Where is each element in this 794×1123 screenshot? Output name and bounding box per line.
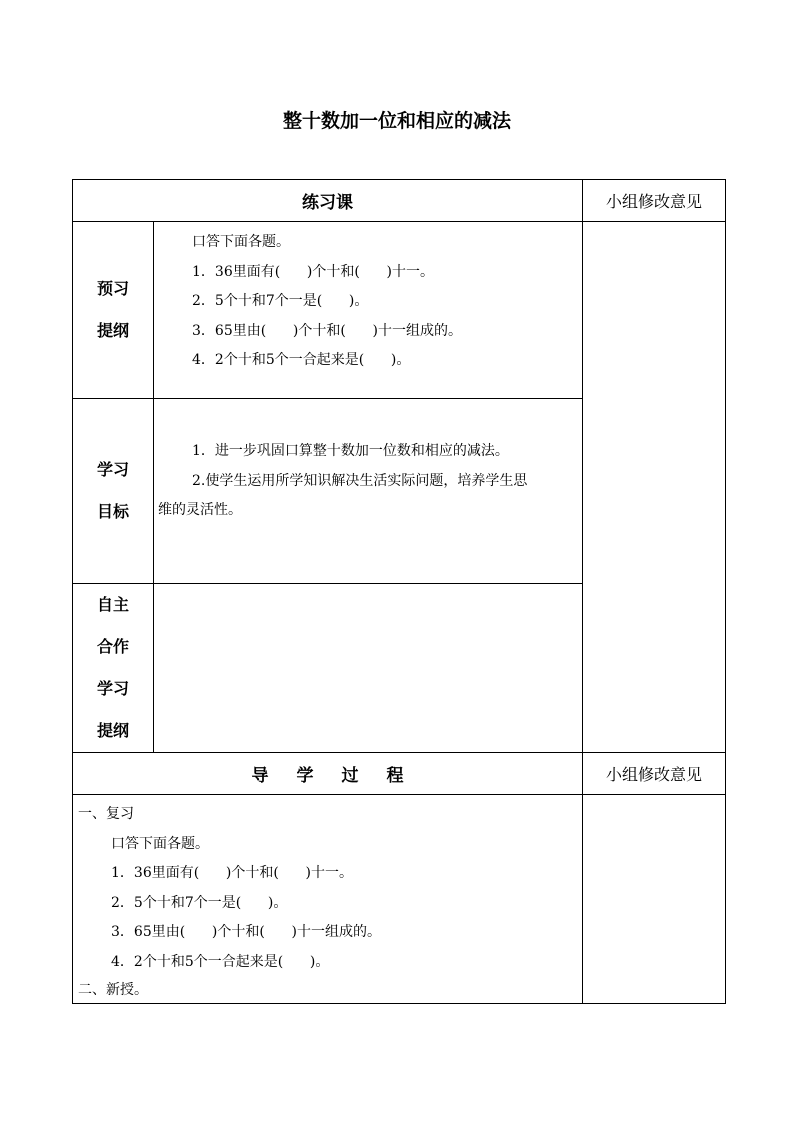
guide-header-row bbox=[73, 753, 726, 795]
process-line: 二、新授。 bbox=[78, 982, 148, 998]
cooperation-label-line: 合作 bbox=[96, 637, 129, 656]
guide-header bbox=[73, 753, 583, 795]
header-row bbox=[73, 180, 726, 222]
objectives-label-line: 学习 bbox=[96, 460, 129, 479]
header-main: 练习课 bbox=[73, 180, 583, 222]
cooperation-label-line: 提纲 bbox=[96, 721, 129, 740]
process-line: 2．5个十和7个一是( )。 bbox=[111, 894, 288, 911]
process-content bbox=[73, 795, 583, 1004]
objectives-label-line: 目标 bbox=[96, 502, 129, 521]
guide-side-header: 小组修改意见 bbox=[583, 753, 726, 795]
objectives-label bbox=[73, 399, 154, 584]
process-line: 口答下面各题。 bbox=[111, 835, 209, 852]
objectives-content bbox=[154, 399, 583, 584]
document-title: 整十数加一位和相应的减法 bbox=[282, 110, 511, 132]
process-row bbox=[73, 795, 726, 1004]
guide-header-char: 过 bbox=[341, 766, 359, 786]
side-notes-cell bbox=[583, 222, 726, 753]
process-line: 一、复习 bbox=[78, 806, 134, 822]
preview-line: 1．36里面有( )个十和( )十一。 bbox=[192, 263, 434, 280]
objectives-line: 1．进一步巩固口算整十数加一位数和相应的减法。 bbox=[192, 443, 509, 459]
preview-line: 2．5个十和7个一是( )。 bbox=[192, 293, 369, 309]
lesson-plan-table bbox=[72, 179, 726, 1004]
process-line: 3．65里由( )个十和( )十一组成的。 bbox=[111, 924, 381, 940]
process-side-cell bbox=[583, 795, 726, 1004]
guide-header-char: 程 bbox=[386, 766, 404, 786]
guide-header-char: 学 bbox=[296, 766, 314, 786]
preview-label-line: 预习 bbox=[96, 279, 129, 298]
cooperation-label-line: 自主 bbox=[96, 595, 129, 614]
preview-label-line: 提纲 bbox=[96, 321, 129, 340]
preview-line: 口答下面各题。 bbox=[192, 234, 290, 250]
preview-line: 3．65里由( )个十和( )十一组成的。 bbox=[192, 322, 462, 339]
objectives-line: 维的灵活性。 bbox=[158, 502, 242, 518]
preview-content bbox=[154, 222, 583, 399]
preview-row bbox=[73, 222, 726, 399]
preview-line: 4．2个十和5个一合起来是( )。 bbox=[192, 352, 411, 368]
cooperation-label-line: 学习 bbox=[96, 679, 129, 698]
process-line: 4．2个十和5个一合起来是( )。 bbox=[111, 953, 330, 970]
cooperation-label bbox=[73, 584, 154, 753]
preview-label bbox=[73, 222, 154, 399]
cooperation-content bbox=[154, 584, 583, 753]
objectives-line: 2.使学生运用所学知识解决生活实际问题，培养学生思 bbox=[192, 472, 528, 489]
header-side: 小组修改意见 bbox=[583, 180, 726, 222]
process-line: 1．36里面有( )个十和( )十一。 bbox=[111, 865, 353, 881]
guide-header-char: 导 bbox=[251, 766, 269, 786]
